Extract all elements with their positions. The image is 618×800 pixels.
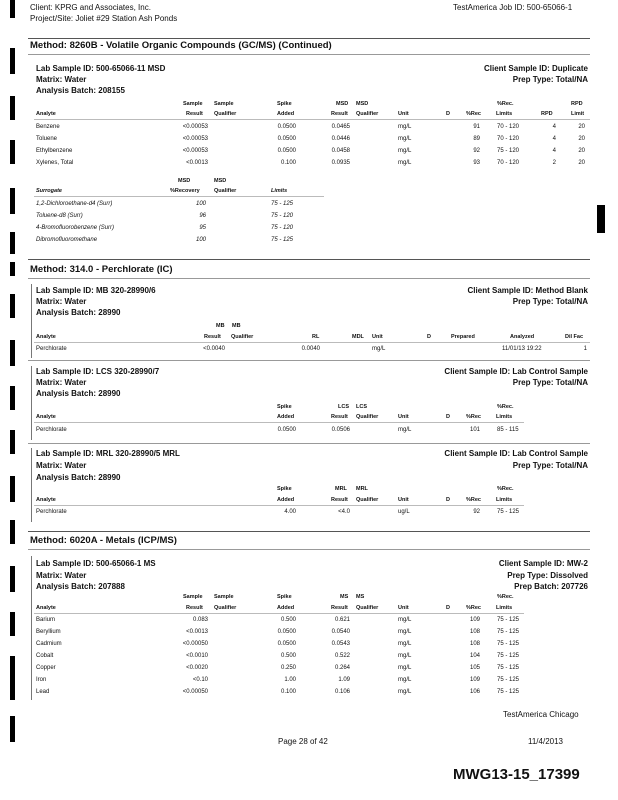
col-header: Analyte [36, 497, 56, 503]
spike: 0.0500 [277, 629, 296, 635]
col-header: Surrogate [36, 188, 62, 194]
result: <0.0040 [203, 346, 225, 352]
rpd-limit: 20 [578, 136, 585, 142]
rec: 92 [473, 509, 480, 515]
result: <0.00053 [182, 136, 208, 142]
col-header: %Rec [466, 605, 481, 611]
limits: 75 - 125 [497, 641, 520, 647]
limits: 75 - 125 [497, 665, 520, 671]
col-header: LCS [356, 404, 367, 410]
analysis-batch: Analysis Batch: 28990 [36, 308, 121, 317]
col-header: Analyte [36, 414, 56, 420]
dil-fac: 1 [583, 346, 587, 352]
col-header: %Rec. [497, 101, 514, 107]
col-header: MS [356, 594, 365, 600]
limits: 75 - 120 [497, 148, 520, 154]
client-sample-id: Client Sample ID: Duplicate [483, 64, 588, 73]
surrogate: Dibromofluoromethane [36, 237, 98, 243]
col-header: Limits [496, 497, 513, 503]
analysis-batch: Analysis Batch: 28990 [36, 389, 121, 398]
page-number: Page 28 of 42 [278, 737, 328, 746]
col-header: Prepared [451, 334, 475, 340]
rpd-limit: 20 [578, 148, 585, 154]
lab-sample-id: Lab Sample ID: 500-65066-1 MS [36, 559, 156, 568]
col-header: MB [232, 323, 241, 329]
analyte: Perchlorate [36, 346, 67, 352]
surrogate: 1,2-Dichloroethane-d4 (Surr) [36, 201, 113, 207]
prep-batch: Prep Batch: 207726 [514, 582, 588, 591]
spike: 0.0500 [277, 148, 296, 154]
col-header: Qualifier [356, 111, 379, 117]
col-header: Result [331, 605, 348, 611]
analyte: Copper [36, 665, 56, 671]
rec: 104 [469, 653, 480, 659]
ms-result: 0.106 [334, 689, 350, 695]
limits: 75 - 125 [497, 617, 520, 623]
col-header: %Rec. [497, 404, 514, 410]
client-sample-id: Client Sample ID: Lab Control Sample [444, 367, 588, 376]
col-header: MRL [356, 486, 368, 492]
msd-result: 0.0458 [331, 148, 350, 154]
section-title-314: Method: 314.0 - Perchlorate (IC) [30, 264, 173, 275]
surrogate: Toluene-d8 (Surr) [36, 213, 83, 219]
col-header: Added [277, 497, 295, 503]
recovery: 100 [195, 201, 206, 207]
col-header: Qualifier [214, 111, 237, 117]
col-header: Sample [214, 594, 234, 600]
rec: 105 [469, 665, 480, 671]
col-header: Limits [496, 414, 513, 420]
unit: mg/L [398, 136, 412, 142]
job-id: TestAmerica Job ID: 500-65066-1 [453, 3, 573, 12]
spike: 0.500 [280, 653, 296, 659]
col-header: RL [312, 334, 320, 340]
col-header: Limits [496, 605, 513, 611]
result: 0.083 [192, 617, 208, 623]
analysis-batch: Analysis Batch: 207888 [36, 582, 125, 591]
scan-mark [10, 520, 15, 544]
analyte: Cobalt [36, 653, 54, 659]
scan-mark [10, 566, 15, 592]
unit: mg/L [398, 665, 412, 671]
scan-mark [10, 612, 15, 636]
matrix: Matrix: Water [36, 461, 87, 470]
col-header: Qualifier [231, 334, 254, 340]
col-header: Spike [277, 594, 292, 600]
bates-stamp: MWG13-15_17399 [453, 766, 580, 783]
matrix: Matrix: Water [36, 378, 87, 387]
col-header: Unit [372, 334, 383, 340]
scan-mark [10, 294, 15, 318]
rpd: 4 [552, 148, 556, 154]
result: <0.0010 [186, 653, 208, 659]
scan-mark [10, 48, 15, 74]
col-header: Analyte [36, 334, 56, 340]
ms-result: 1.09 [338, 677, 350, 683]
scan-mark [10, 96, 15, 120]
rpd: 4 [552, 136, 556, 142]
col-header: MRL [335, 486, 347, 492]
prep-type: Prep Type: Total/NA [512, 75, 588, 84]
scan-mark [10, 0, 15, 18]
surrogate: 4-Bromofluorobenzene (Surr) [36, 225, 115, 231]
rpd-limit: 20 [578, 124, 585, 130]
report-date: 11/4/2013 [528, 737, 563, 746]
col-header: %Rec [466, 111, 481, 117]
analysis-batch: Analysis Batch: 28990 [36, 473, 121, 482]
scan-mark [10, 386, 15, 410]
lab-sample-id: Lab Sample ID: MB 320-28990/6 [36, 286, 156, 295]
col-header: Spike [277, 404, 292, 410]
limits: 75 - 125 [497, 677, 520, 683]
limits: 75 - 125 [271, 237, 294, 243]
spike: 0.100 [280, 160, 296, 166]
rec: 109 [469, 617, 480, 623]
col-header: Qualifier [356, 605, 379, 611]
rec: 106 [469, 689, 480, 695]
col-header: Unit [398, 111, 409, 117]
result: <0.00053 [182, 148, 208, 154]
section-title-8260b: Method: 8260B - Volatile Organic Compounds (GC/MS) (Continued) [30, 40, 332, 51]
recovery: 100 [195, 237, 206, 243]
col-header: Limits [496, 111, 513, 117]
unit: mg/L [398, 148, 412, 154]
prep-type: Prep Type: Total/NA [512, 461, 588, 470]
col-header: Unit [398, 497, 409, 503]
analyte: Barium [36, 617, 56, 623]
scan-mark [597, 205, 605, 233]
col-header: D [446, 111, 450, 117]
prep-type: Prep Type: Dissolved [507, 571, 588, 580]
col-header: %Recovery [170, 188, 200, 194]
lab-sample-id: Lab Sample ID: 500-65066-11 MSD [36, 64, 166, 73]
client-sample-id: Client Sample ID: Lab Control Sample [444, 449, 588, 458]
col-header: Sample [183, 594, 203, 600]
col-header: Sample [214, 101, 234, 107]
col-header: Added [277, 605, 295, 611]
rec: 109 [469, 677, 480, 683]
client-name: Client: KPRG and Associates, Inc. [30, 3, 151, 12]
col-header: MSD [356, 101, 369, 107]
limits: 75 - 125 [497, 629, 520, 635]
scan-mark [10, 340, 15, 366]
limits: 75 - 125 [271, 201, 294, 207]
spike: 0.0500 [277, 136, 296, 142]
spike: 1.00 [284, 677, 296, 683]
col-header: Added [277, 111, 295, 117]
unit: mg/L [398, 677, 412, 683]
scan-mark [10, 716, 15, 742]
matrix: Matrix: Water [36, 75, 87, 84]
matrix: Matrix: Water [36, 571, 87, 580]
col-header: Result [331, 414, 348, 420]
col-header: %Rec. [497, 486, 514, 492]
limits: 70 - 120 [497, 160, 520, 166]
ms-result: 0.0540 [331, 629, 350, 635]
result: <0.0013 [186, 160, 208, 166]
col-header: Spike [277, 486, 292, 492]
col-header: Dil Fac [565, 334, 584, 340]
scan-mark [10, 232, 15, 254]
rec: 101 [469, 427, 480, 433]
unit: mg/L [398, 629, 412, 635]
unit: mg/L [398, 653, 412, 659]
col-header: %Rec [466, 414, 481, 420]
analyte: Perchlorate [36, 427, 67, 433]
lab-name: TestAmerica Chicago [503, 710, 579, 719]
unit: mg/L [398, 641, 412, 647]
analyte: Cadmium [36, 641, 62, 647]
analyte: Benzene [36, 124, 60, 130]
section-title-6020a: Method: 6020A - Metals (ICP/MS) [30, 535, 177, 546]
col-header: Added [277, 414, 295, 420]
limits: 85 - 115 [497, 427, 519, 433]
prep-type: Prep Type: Total/NA [512, 297, 588, 306]
col-header: Qualifier [356, 497, 379, 503]
col-header: Result [186, 111, 203, 117]
col-header: Analyzed [510, 334, 535, 340]
unit: mg/L [398, 617, 412, 623]
limits: 75 - 120 [271, 213, 294, 219]
col-header: MB [216, 323, 225, 329]
col-header: MS [340, 594, 349, 600]
spike: 0.500 [280, 617, 296, 623]
col-header: Qualifier [214, 188, 237, 194]
unit: mg/L [398, 124, 412, 130]
unit: mg/L [398, 689, 412, 695]
mrl-result: <4.0 [338, 509, 350, 515]
analyte: Perchlorate [36, 509, 67, 515]
rpd: 4 [552, 124, 556, 130]
col-header: Result [331, 497, 348, 503]
recovery: 95 [199, 225, 206, 231]
lcs-result: 0.0506 [331, 427, 350, 433]
analyzed: 11/01/13 19:22 [502, 346, 542, 352]
col-header: MDL [352, 334, 364, 340]
col-header: Limit [571, 111, 585, 117]
analyte: Xylenes, Total [36, 160, 74, 166]
ms-result: 0.522 [334, 653, 350, 659]
col-header: D [427, 334, 431, 340]
col-header: Limits [271, 188, 288, 194]
scan-mark [10, 262, 15, 276]
col-header: Unit [398, 605, 409, 611]
analyte: Lead [36, 689, 50, 695]
unit: mg/L [372, 346, 386, 352]
analyte: Ethylbenzene [36, 148, 73, 154]
rec: 92 [473, 148, 480, 154]
col-header: %Rec [466, 497, 481, 503]
scan-mark [10, 140, 15, 164]
msd-result: 0.0446 [331, 136, 350, 142]
result: <0.00050 [182, 689, 208, 695]
scan-mark [10, 476, 15, 502]
result: <0.00053 [182, 124, 208, 130]
result: <0.00050 [182, 641, 208, 647]
rec: 93 [473, 160, 480, 166]
rl: 0.0040 [301, 346, 320, 352]
col-header: D [446, 497, 450, 503]
limits: 70 - 120 [497, 136, 520, 142]
limits: 75 - 125 [497, 689, 520, 695]
col-header: Qualifier [214, 605, 237, 611]
limits: 75 - 120 [271, 225, 294, 231]
col-header: MSD [336, 101, 349, 107]
msd-result: 0.0935 [331, 160, 350, 166]
ms-result: 0.264 [334, 665, 350, 671]
result: <0.0013 [186, 629, 208, 635]
result: <0.10 [192, 677, 208, 683]
lab-sample-id: Lab Sample ID: MRL 320-28990/5 MRL [36, 449, 180, 458]
scan-mark [10, 188, 15, 214]
limits: 70 - 120 [497, 124, 520, 130]
rec: 108 [469, 641, 480, 647]
limits: 75 - 125 [497, 509, 520, 515]
col-header: Spike [277, 101, 292, 107]
analyte: Toluene [36, 136, 58, 142]
col-header: RPD [541, 111, 553, 117]
col-header: %Rec. [497, 594, 514, 600]
rpd: 2 [552, 160, 556, 166]
analysis-batch: Analysis Batch: 208155 [36, 86, 125, 95]
rec: 108 [469, 629, 480, 635]
spike: 0.0500 [277, 641, 296, 647]
analyte: Iron [36, 677, 47, 683]
scan-mark [10, 676, 15, 700]
client-sample-id: Client Sample ID: MW-2 [498, 559, 588, 568]
result: <0.0020 [186, 665, 208, 671]
rpd-limit: 20 [578, 160, 585, 166]
analyte: Beryllium [36, 629, 61, 635]
unit: mg/L [398, 160, 412, 166]
col-header: Sample [183, 101, 203, 107]
unit: mg/L [398, 427, 412, 433]
col-header: Unit [398, 414, 409, 420]
spike: 4.00 [284, 509, 296, 515]
project-site: Project/Site: Joliet #29 Station Ash Ponds [30, 14, 178, 23]
ms-result: 0.0543 [331, 641, 350, 647]
rec: 91 [473, 124, 480, 130]
col-header: MSD [214, 178, 227, 184]
col-header: D [446, 414, 450, 420]
col-header: Result [186, 605, 203, 611]
scan-mark [10, 430, 15, 454]
rec: 89 [473, 136, 480, 142]
recovery: 96 [199, 213, 206, 219]
col-header: MSD [178, 178, 191, 184]
col-header: Result [204, 334, 221, 340]
col-header: Qualifier [356, 414, 379, 420]
col-header: Analyte [36, 111, 56, 117]
spike: 0.250 [280, 665, 296, 671]
matrix: Matrix: Water [36, 297, 87, 306]
client-sample-id: Client Sample ID: Method Blank [467, 286, 588, 295]
unit: ug/L [398, 509, 410, 515]
col-header: RPD [571, 101, 583, 107]
col-header: Analyte [36, 605, 56, 611]
spike: 0.0500 [277, 124, 296, 130]
col-header: Result [331, 111, 348, 117]
spike: 0.0500 [277, 427, 296, 433]
prep-type: Prep Type: Total/NA [512, 378, 588, 387]
ms-result: 0.621 [334, 617, 350, 623]
limits: 75 - 125 [497, 653, 520, 659]
msd-result: 0.0465 [331, 124, 350, 130]
col-header: D [446, 605, 450, 611]
spike: 0.100 [280, 689, 296, 695]
col-header: LCS [338, 404, 349, 410]
lab-sample-id: Lab Sample ID: LCS 320-28990/7 [36, 367, 160, 376]
